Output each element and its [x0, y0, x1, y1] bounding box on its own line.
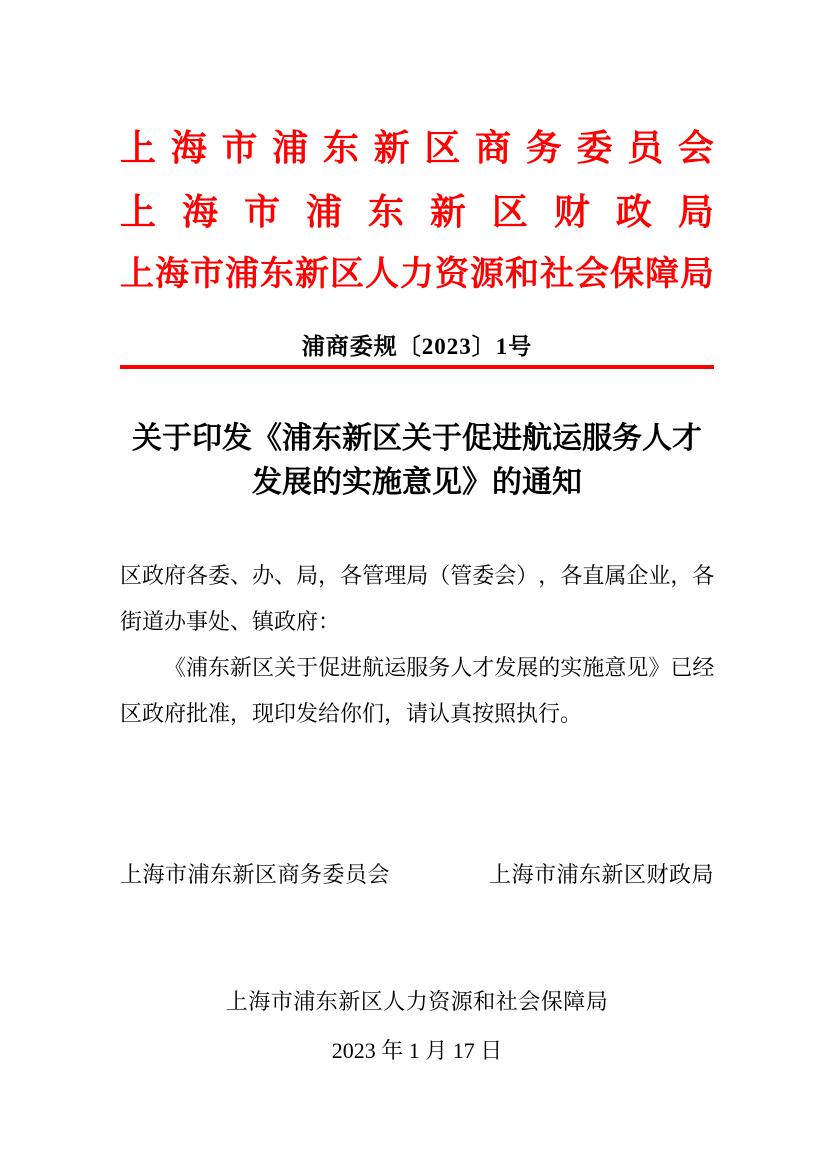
letterhead	[120, 130, 714, 292]
body-paragraph-line-1: 《 浦 东 新 区 关 于 促 进 航 运 服 务 人 才 发 展 的 实 施 意 见 》 已 经	[164, 655, 715, 680]
body-paragraph-line-2: 区政府批准，现印发给你们，请认真按照执行。	[120, 701, 583, 726]
document-number: 浦商委规〔2023〕1号	[301, 334, 533, 359]
issuing-org-finance-bureau: 上 海 市 浦 东 新 区 财 政 局	[120, 192, 714, 232]
addressee-line-2: 街道办事处、镇政府：	[120, 609, 341, 634]
signature-row	[120, 861, 714, 889]
document-body	[120, 553, 714, 737]
issuing-org-commerce-commission: 上 海 市 浦 东 新 区 商 务 委 员 会	[120, 128, 714, 168]
document-title-line-1: 关于印发《浦东新区关于促进航运服务人才	[132, 422, 702, 455]
addressee-line-1: 区 政 府 各 委 、 办 、 局 ， 各 管 理 局 （ 管 委 会 ） ， 各 直 属 企 业 ， 各	[120, 563, 715, 588]
signature-commerce-commission: 上海市浦东新区商务委员会	[120, 862, 391, 887]
red-divider-line	[120, 365, 714, 369]
document-title	[120, 417, 714, 505]
issuing-org-hr-social-security-bureau: 上 海 市 浦 东 新 区 人 力 资 源 和 社 会 保 障 局	[120, 256, 714, 293]
signature-hr-social-security-bureau: 上海市浦东新区人力资源和社会保障局	[225, 989, 609, 1014]
signature-finance-bureau: 上海市浦东新区财政局	[488, 862, 714, 887]
document-title-line-2: 发展的实施意见》的通知	[252, 466, 582, 499]
signature-date: 2023 年 1 月 17 日	[331, 1038, 503, 1063]
